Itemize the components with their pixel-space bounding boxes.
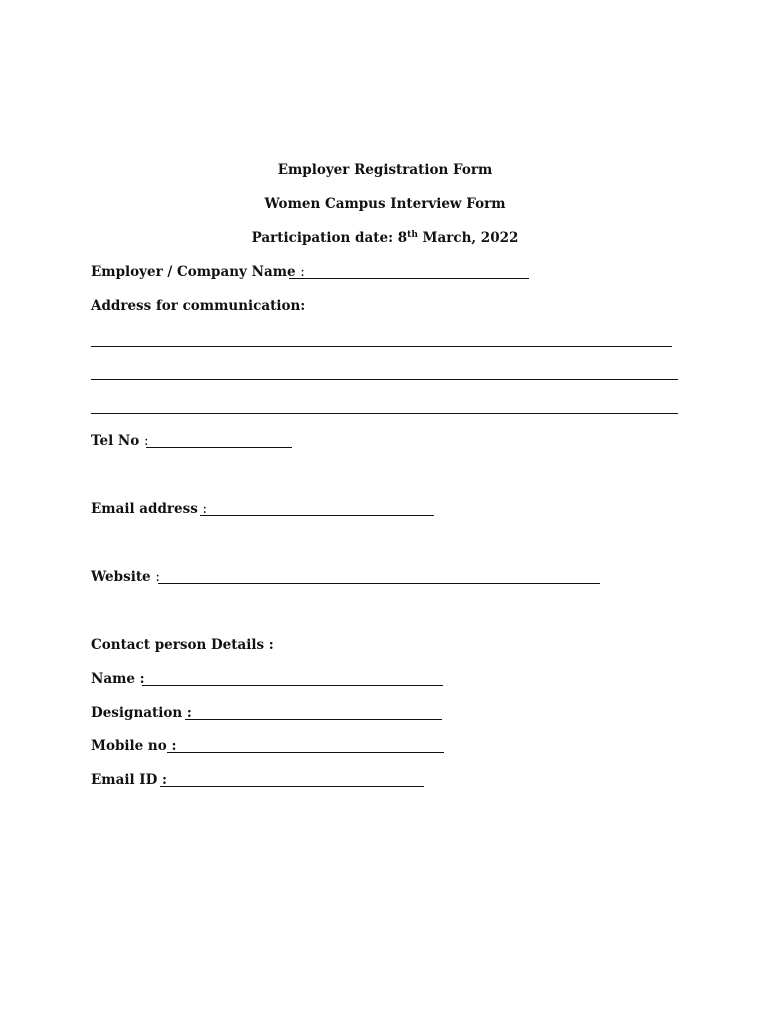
tel-colon: :	[143, 433, 149, 449]
tel-label	[91, 432, 149, 450]
email-address-label-text: Email address	[91, 501, 198, 517]
designation-field[interactable]	[185, 719, 442, 720]
contact-name-label: Name :	[91, 671, 145, 687]
company-name-field[interactable]	[289, 278, 529, 279]
contact-email-field[interactable]	[160, 786, 424, 787]
form-subtitle: Women Campus Interview Form	[264, 196, 506, 212]
company-name-label	[91, 263, 305, 281]
participation-date-prefix: Participation date: 8	[251, 230, 408, 246]
email-address-label	[91, 500, 207, 518]
participation-date-superscript: th	[407, 230, 418, 240]
designation-label: Designation :	[91, 705, 192, 721]
address-line-1-field[interactable]	[91, 346, 672, 347]
address-line-2-field[interactable]	[91, 379, 678, 380]
contact-email-label: Email ID :	[91, 772, 167, 788]
email-address-colon: :	[202, 501, 208, 517]
address-line-3-field[interactable]	[91, 413, 678, 414]
tel-field[interactable]	[146, 447, 292, 448]
company-name-label-text: Employer / Company Name	[91, 264, 296, 280]
company-name-colon: :	[300, 264, 305, 280]
participation-date	[0, 229, 770, 247]
tel-label-text: Tel No	[91, 433, 140, 449]
mobile-field[interactable]	[167, 752, 444, 753]
address-label: Address for communication:	[91, 298, 306, 314]
website-label-text: Website	[91, 569, 151, 585]
mobile-label: Mobile no :	[91, 738, 177, 754]
website-colon: :	[155, 569, 160, 585]
website-field[interactable]	[158, 583, 600, 584]
website-label	[91, 568, 160, 586]
email-address-field[interactable]	[200, 515, 434, 516]
contact-heading: Contact person Details :	[91, 637, 274, 653]
participation-date-suffix: March, 2022	[417, 230, 519, 246]
form-title: Employer Registration Form	[277, 162, 493, 178]
contact-name-field[interactable]	[142, 685, 443, 686]
